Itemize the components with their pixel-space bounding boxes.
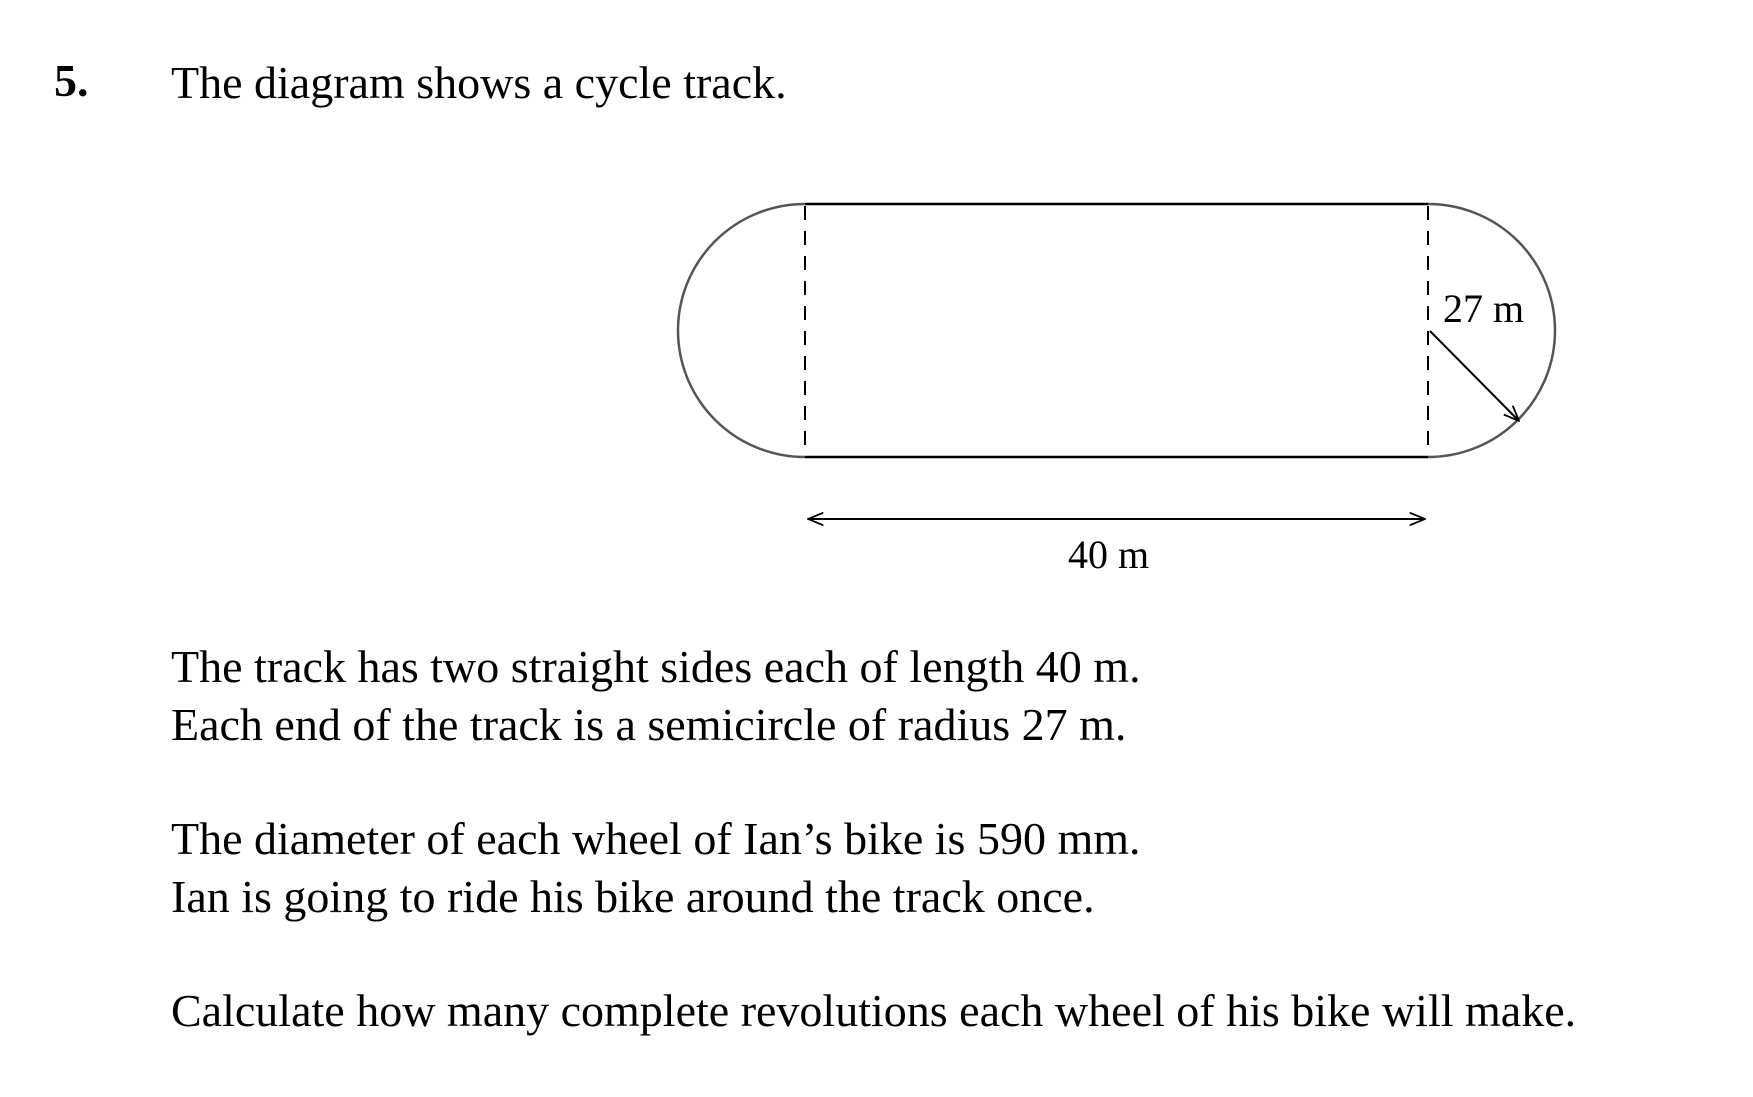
bike-description [171,810,1141,926]
track-description [171,638,1141,754]
text-line: The diameter of each wheel of Ian’s bike is 590 mm. [171,813,1141,864]
question-intro: The diagram shows a cycle track. [171,57,787,108]
text-line: The track has two straight sides each of length 40 m. [171,641,1141,692]
track-left-semicircle [678,204,805,457]
text-line: Ian is going to ride his bike around the track once. [171,871,1095,922]
text-line: Each end of the track is a semicircle of radius 27 m. [171,699,1127,750]
text-line: Calculate how many complete revolutions each wheel of his bike will make. [171,985,1577,1036]
radius-arrow [1430,331,1519,421]
question-number: 5. [54,55,89,106]
length-label: 40 m [1068,532,1150,577]
radius-label: 27 m [1443,286,1525,331]
task-instruction [171,982,1576,1040]
